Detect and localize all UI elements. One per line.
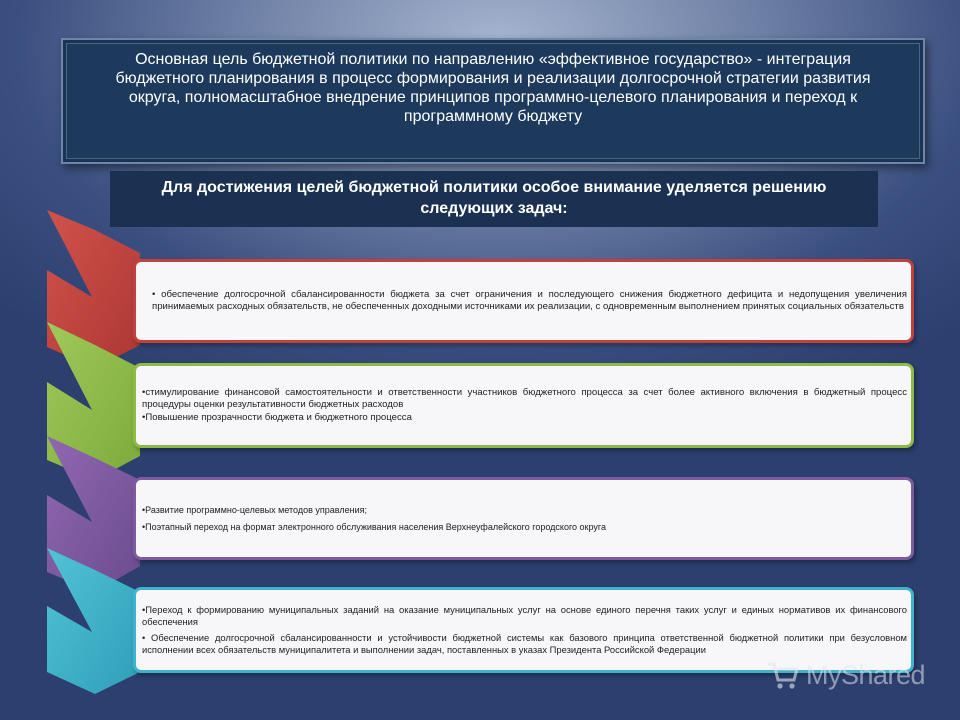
goal-title-box — [61, 38, 925, 164]
task-card-2-item-2: •Повышение прозрачности бюджета и бюджетного процесса — [142, 411, 412, 423]
task-card-3-item-2: •Поэтапный переход на формат электронного обслуживания населения Верхнеуфалейского городского округа — [142, 521, 606, 532]
chevron-green-icon — [47, 322, 140, 480]
task-card-2 — [133, 363, 914, 448]
tasks-subtitle-text: Для достижения целей бюджетной политики особое внимание уделяется решению следующих задач: — [161, 179, 827, 217]
goal-title-text: Основная цель бюджетной политики по направлению «эффективное государство» - интеграция бюджетного планирования в процесс формирования и реализации долгосрочной стратегии развития округа, полномасштабное внедрение принципов программно-целевого планирования и переход к программному бюджету — [115, 51, 871, 125]
chevron-purple-icon — [47, 436, 140, 592]
task-card-3-item-1: •Развитие программно-целевых методов управления; — [142, 505, 367, 516]
watermark-text: MyShared — [806, 659, 926, 690]
shopping-cart-icon — [766, 660, 800, 690]
task-card-1 — [133, 259, 914, 343]
chevron-cyan-icon — [47, 548, 140, 694]
task-card-2-item-1: •стимулирование финансовой самостоятельности и ответственности участников бюджетного процесса за счет более активного включения в бюджетный процесс процедуры оценки результативности бюджетных расходов — [142, 386, 907, 411]
tasks-subtitle-box — [110, 171, 878, 227]
task-card-1-item-1: • обеспечение долгосрочной сбалансированности бюджета за счет ограничения и последующего снижения бюджетного дефицита и недопущения увеличения принимаемых расходных обязательств, не обеспеченных доходными источниками их реализации, с одновременным выполнением принятых социальных обязательств — [152, 288, 907, 312]
task-card-4-item-2: • Обеспечение долгосрочной сбалансированности и устойчивости бюджетной системы как базового принципа ответственной бюджетной политики при безусловном исполнении всех обязательств муниципалитета и выполнении задач, поставленных в указах Президента Российской Федерации — [142, 631, 907, 655]
task-card-3 — [133, 477, 914, 560]
chevron-red-icon — [47, 210, 140, 368]
myshared-watermark — [766, 655, 925, 695]
task-card-4-item-1: •Переход к формированию муниципальных заданий на оказание муниципальных услуг на основе единого перечня таких услуг и единых нормативов их финансового обеспечения — [142, 603, 907, 628]
